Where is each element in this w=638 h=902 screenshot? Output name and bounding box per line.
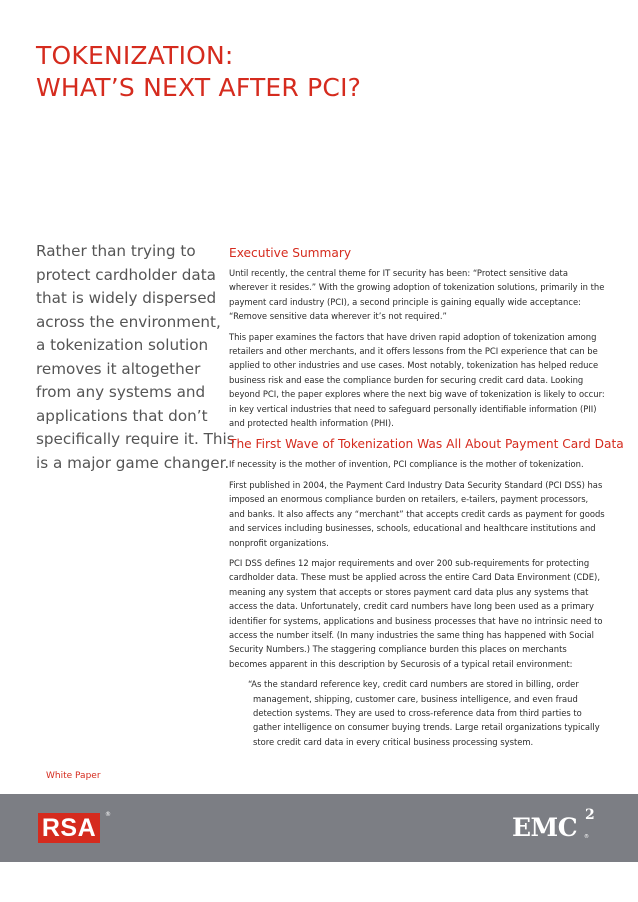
first-wave-paragraph-2: First published in 2004, the Payment Card Industry Data Security Standard (PCI DSS) has imposed an enormous compliance burden on retailers, e-tailers, payment processors, and banks. It also affects any “merchant” that accepts credit cards as payment for goods and services including businesses, schools, educational and healthcare institutions and nonprofit organizations. [229, 479, 605, 548]
rsa-registered-mark: ® [105, 811, 111, 818]
pull-quote-line: a tokenization solution [36, 336, 209, 354]
emc-registered-mark: ® [584, 834, 589, 840]
title-line-2: WHAT’S NEXT AFTER PCI? [36, 73, 362, 102]
first-wave-heading: The First Wave of Tokenization Was All About Payment Card Data [229, 437, 624, 452]
emc-logo: EMC [512, 813, 578, 842]
document-title [36, 40, 596, 104]
pull-quote-line: that is widely dispersed [36, 289, 217, 307]
main-body [229, 245, 624, 749]
rsa-logo: RSA [38, 813, 100, 843]
footer-band [0, 794, 638, 862]
securosis-quote: “As the standard reference key, credit card numbers are stored in billing, order management, shipping, customer care, business intelligence, and even fraud detection systems. They are used to cross-reference data from third parties to gather intelligence on consumer buying trends. Large retail organizations typically store credit card data in every critical business processing system. [248, 679, 600, 747]
document-type-label: White Paper [46, 771, 101, 781]
pull-quote-line: Rather than trying to [36, 242, 196, 260]
pull-quote-line: protect cardholder data [36, 265, 216, 284]
pull-quote-line: is a major game changer. [36, 453, 230, 472]
emc-logo-superscript: 2 [585, 807, 595, 823]
pull-quote-line: removes it altogether [36, 359, 201, 378]
executive-summary-paragraph-1: Until recently, the central theme for IT security has been: “Protect sensitive data wherever it resides.” With the growing adoption of tokenization solutions, primarily in the payment card industry (PCI), a second principle is gaining equally wide acceptance: “Remove sensitive data wherever it’s not required.” [229, 268, 605, 322]
first-wave-paragraph-1: If necessity is the mother of invention, PCI compliance is the mother of tokenization. [229, 459, 584, 470]
executive-summary-heading: Executive Summary [229, 246, 352, 260]
pull-quote-line: specifically require it. This [36, 430, 235, 448]
executive-summary-paragraph-2: This paper examines the factors that have driven rapid adoption of tokenization among retailers and other merchants, and it offers lessons from the PCI experience that can be applied to other industries and use cases. Most notably, tokenization has helped reduce business risk and ease the compliance burden for securing credit card data. Looking beyond PCI, the paper explores where the next big wave of tokenization is likely to occur: in key vertical industries that need to safeguard personally identifiable information (PII) and protected health information (PHI). [229, 331, 605, 429]
pull-quote-line: across the environment, [36, 312, 221, 331]
title-line-1: TOKENIZATION: [36, 41, 234, 70]
pull-quote [36, 240, 235, 475]
first-wave-paragraph-3: PCI DSS defines 12 major requirements and over 200 sub-requirements for protecting cardholder data. These must be applied across the entire Card Data Environment (CDE), meaning any system that accepts or stores payment card data plus any systems that access the data. Unfortunately, credit card numbers have long been used as a primary identifier for systems, applications and business processes that have no intrinsic need to access the number itself. (In many industries the same thing has happened with Social Security Numbers.) The staggering compliance burden this places on merchants becomes apparent in this description by Securosis of a typical retail environment: [229, 557, 603, 669]
pull-quote-line: applications that don’t [36, 406, 208, 425]
pull-quote-line: from any systems and [36, 383, 206, 401]
